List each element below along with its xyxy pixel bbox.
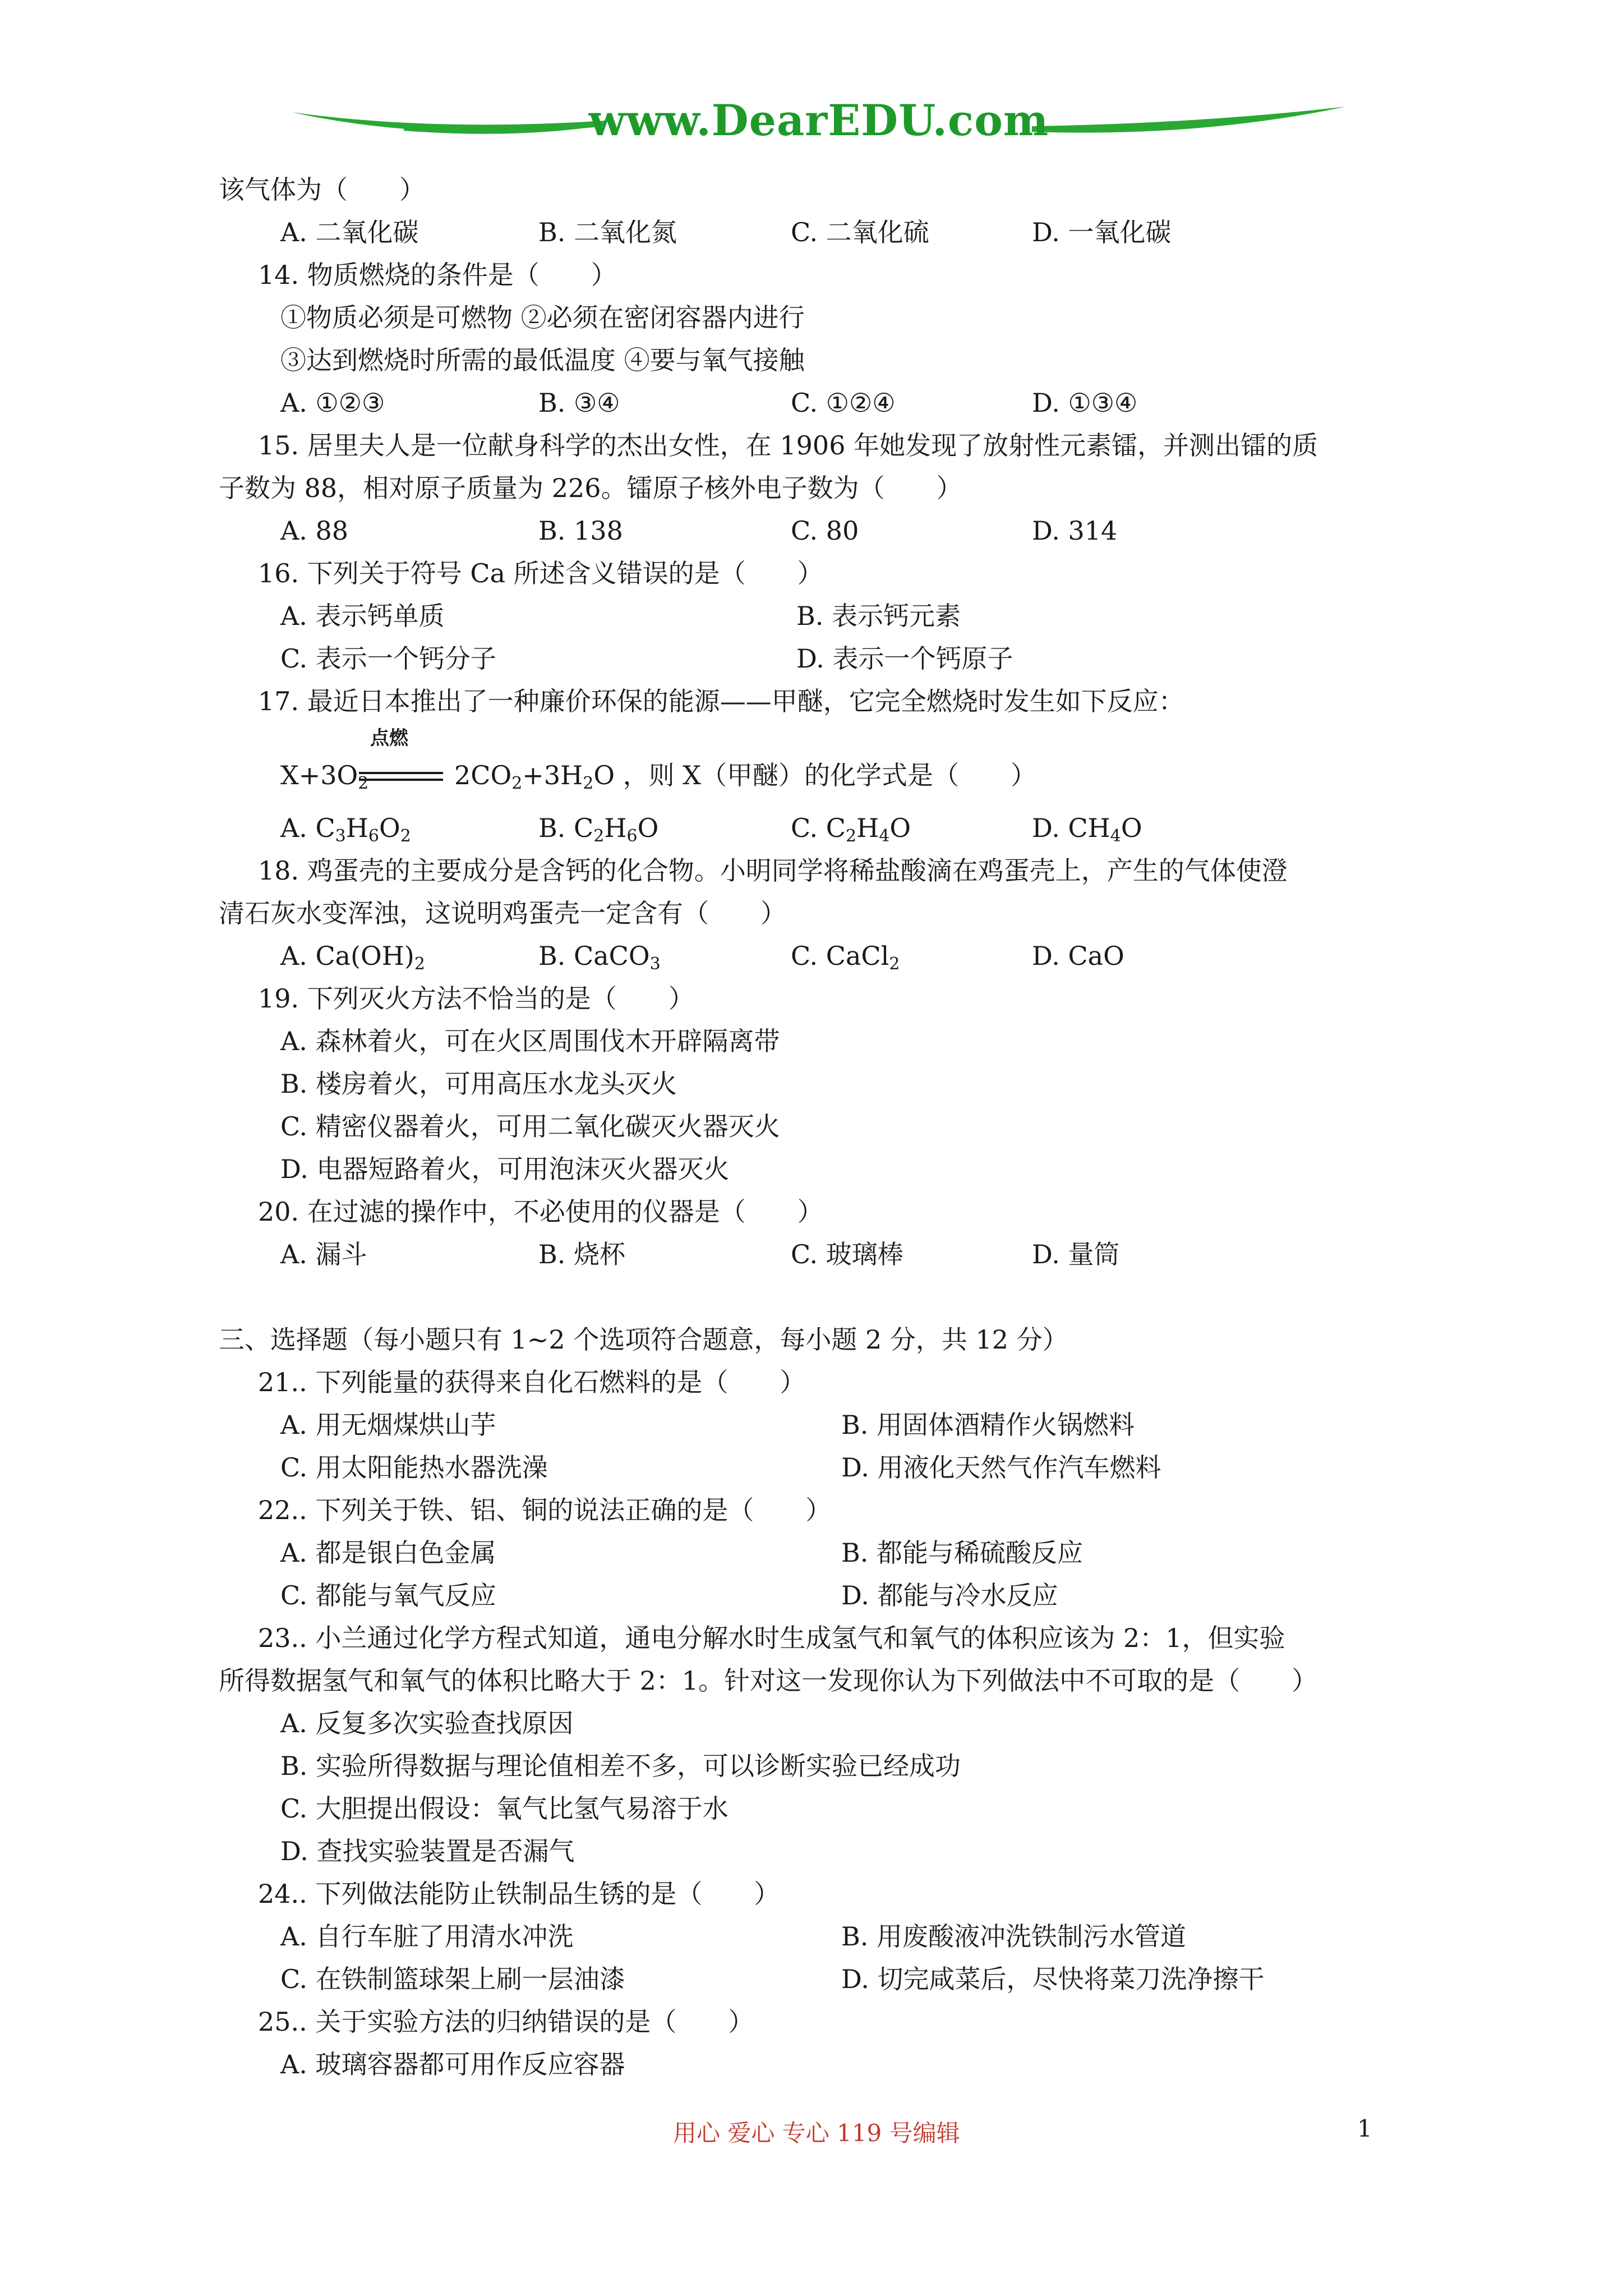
option-row: [219, 1574, 1453, 1617]
option-b: B. $C_2H_6O$: [538, 813, 659, 846]
option-d: D. 用液化天然气作汽车燃料: [841, 1452, 1161, 1483]
question-23: 23.. 小兰通过化学方程式知道，通电分解水时生成氢气和氧气的体积应该为 2：1，但实验: [258, 1623, 1285, 1653]
spacer: [219, 1276, 1453, 1318]
option-row: [219, 1446, 1453, 1489]
question-15-cont: 子数为 88，相对原子质量为 226。镭原子核外电子数为（ ）: [219, 473, 962, 503]
option-d: D. 都能与冷水反应: [841, 1580, 1058, 1611]
option-a: A. 表示钙单质: [280, 601, 445, 631]
option-a: A. $Ca(OH)_2$: [280, 941, 425, 974]
question-14: 14. 物质燃烧的条件是（ ）: [258, 260, 617, 290]
option-row: [219, 1233, 1453, 1276]
option-a: A. 88: [280, 516, 348, 546]
option-c: C. 80: [791, 516, 859, 546]
option-b: B. 都能与稀硫酸反应: [841, 1538, 1083, 1568]
statement-line: ③达到燃烧时所需的最低温度 ④要与氧气接触: [280, 345, 805, 375]
header-logo: [292, 90, 1346, 157]
option-b: B. 用固体酒精作火锅燃料: [841, 1410, 1135, 1440]
option-b: B. 二氧化氮: [538, 217, 677, 247]
option-row: [219, 935, 1453, 977]
option-b: B. 楼房着火，可用高压水龙头灭火: [280, 1069, 677, 1099]
statement-line: ①物质必须是可燃物 ②必须在密闭容器内进行: [280, 302, 805, 333]
option-c: C. 二氧化硫: [791, 217, 929, 247]
option-row: [219, 1404, 1453, 1446]
option-a: A. 漏斗: [280, 1239, 367, 1269]
question-25: 25.. 关于实验方法的归纳错误的是（ ）: [258, 2007, 754, 2037]
option-a: A. 森林着火，可在火区周围伐木开辟隔离带: [280, 1026, 780, 1056]
option-row: [219, 381, 1453, 424]
option-b: B. 用废酸液冲洗铁制污水管道: [841, 1921, 1187, 1952]
option-d: D. 电器短路着火，可用泡沫灭火器灭火: [280, 1154, 730, 1184]
option-c: C. 用太阳能热水器洗澡: [280, 1452, 548, 1483]
option-d: D. CaO: [1032, 941, 1124, 971]
option-row: [219, 1958, 1453, 2000]
question-20: 20. 在过滤的操作中，不必使用的仪器是（ ）: [258, 1197, 823, 1227]
option-b: B. 138: [538, 516, 623, 546]
option-a: A. $C_3H_6O_2$: [280, 813, 411, 846]
equation-condition: 点燃: [370, 727, 408, 749]
option-a: A. 玻璃容器都可用作反应容器: [280, 2049, 625, 2079]
question-21: 21.. 下列能量的获得来自化石燃料的是（ ）: [258, 1367, 806, 1397]
option-d: D. ①③④: [1032, 388, 1138, 418]
option-c: C. 都能与氧气反应: [280, 1580, 496, 1611]
option-d: D. 一氧化碳: [1032, 217, 1172, 247]
option-row: [219, 1915, 1453, 1958]
question-18-cont: 清石灰水变浑浊，这说明鸡蛋壳一定含有（ ）: [219, 898, 786, 928]
question-15: 15. 居里夫人是一位献身科学的杰出女性，在 1906 年她发现了放射性元素镭，并测出镭的质: [258, 430, 1318, 461]
equation-bar: [359, 779, 443, 781]
option-d: D. 查找实验装置是否漏气: [280, 1836, 575, 1866]
option-b: B. 表示钙元素: [796, 601, 961, 631]
option-b: B. 烧杯: [538, 1239, 626, 1269]
option-c: C. $C_2H_4O$: [791, 813, 911, 846]
option-d: D. 量筒: [1032, 1239, 1120, 1269]
text-line: 该气体为（ ）: [219, 174, 425, 205]
option-row: [219, 595, 1453, 637]
option-a: A. ①②③: [280, 388, 385, 418]
option-a: A. 自行车脏了用清水冲洗: [280, 1921, 574, 1952]
footer-text: 用心 爱心 专心 119 号编辑: [673, 2119, 960, 2147]
question-18: 18. 鸡蛋壳的主要成分是含钙的化合物。小明同学将稀盐酸滴在鸡蛋壳上，产生的气体使澄: [258, 855, 1288, 886]
option-b: B. ③④: [538, 388, 620, 418]
option-c: C. ①②④: [791, 388, 896, 418]
question-17: 17. 最近日本推出了一种廉价环保的能源——甲醚，它完全燃烧时发生如下反应：: [258, 686, 1184, 716]
option-a: A. 都是银白色金属: [280, 1538, 496, 1568]
equation-right: $2CO_2+3H_2O$ ，则 X（甲醚）的化学式是（ ）: [454, 760, 1037, 793]
option-row: [219, 637, 1453, 680]
option-row: [219, 1531, 1453, 1574]
question-19: 19. 下列灭火方法不恰当的是（ ）: [258, 983, 694, 1014]
option-d: D. 314: [1032, 516, 1118, 546]
option-d: D. 表示一个钙原子: [796, 643, 1013, 674]
question-23-cont: 所得数据氢气和氧气的体积比略大于 2：1。针对这一发现你认为下列做法中不可取的是（ ）: [219, 1665, 1318, 1696]
option-d: D. 切完咸菜后，尽快将菜刀洗净擦干: [841, 1964, 1265, 1994]
option-a: A. 二氧化碳: [280, 217, 419, 247]
header-logo-text: www.DearEDU.com: [588, 95, 1049, 145]
section-heading: 三、选择题（每小题只有 1~2 个选项符合题意，每小题 2 分，共 12 分）: [219, 1324, 1068, 1355]
question-22: 22.. 下列关于铁、铝、铜的说法正确的是（ ）: [258, 1495, 832, 1525]
option-b: B. 实验所得数据与理论值相差不多，可以诊断实验已经成功: [280, 1751, 961, 1781]
question-16: 16. 下列关于符号 Ca 所述含义错误的是（ ）: [258, 558, 823, 588]
option-c: C. 精密仪器着火，可用二氧化碳灭火器灭火: [280, 1111, 780, 1142]
question-content: [219, 168, 1453, 2086]
option-row: [219, 211, 1453, 254]
equation-bar: [359, 772, 443, 774]
chemical-equation: [219, 723, 1453, 807]
page-number: 1: [1357, 2115, 1372, 2142]
equation-left: $X+3O_2$: [280, 760, 369, 793]
option-row: [219, 807, 1453, 849]
option-c: C. 玻璃棒: [791, 1239, 903, 1269]
option-a: A. 反复多次实验查找原因: [280, 1708, 574, 1738]
option-a: A. 用无烟煤烘山芋: [280, 1410, 496, 1440]
question-24: 24.. 下列做法能防止铁制品生锈的是（ ）: [258, 1879, 780, 1909]
page-footer: [0, 2115, 1623, 2154]
option-c: C. 大胆提出假设：氧气比氢气易溶于水: [280, 1793, 728, 1824]
option-c: C. 在铁制篮球架上刷一层油漆: [280, 1964, 625, 1994]
option-row: [219, 509, 1453, 552]
option-d: D. $CH_4O$: [1032, 813, 1142, 846]
option-b: B. CaCO$_3$: [538, 941, 661, 974]
option-c: C. 表示一个钙分子: [280, 643, 496, 674]
option-c: C. CaCl$_2$: [791, 941, 900, 974]
